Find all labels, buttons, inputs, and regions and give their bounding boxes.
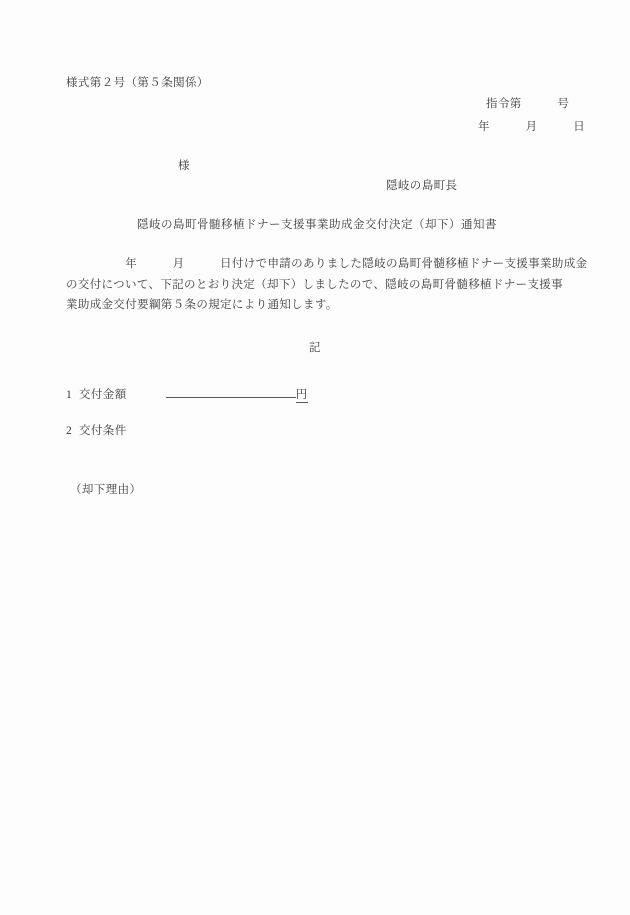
item-label: 交付条件 (79, 425, 127, 437)
rejection-reason-heading: （却下理由） (70, 484, 142, 496)
addressee-honorific: 様 (178, 160, 190, 172)
item-number: 2 (66, 425, 73, 437)
body-line: の交付について、下記のとおり決定（却下）しましたので、隠岐の島町骨髄移植ドナー支援事 (66, 278, 564, 291)
item-label: 交付金額 (79, 389, 127, 401)
grant-amount-field (166, 384, 308, 403)
ki-marker: 記 (309, 342, 321, 354)
document-title: 隠岐の島町骨髄移植ドナー支援事業助成金交付決定（却下）通知書 (137, 219, 497, 231)
item-grant-amount (66, 384, 308, 403)
form-number: 様式第２号（第５条関係） (66, 77, 209, 89)
issuer-name: 隠岐の島町長 (386, 180, 458, 192)
order-number: 指令第 号 (486, 98, 570, 110)
item-grant-conditions (66, 426, 127, 438)
body-line: 業助成金交付要綱第５条の規定により通知します。 (66, 299, 338, 311)
body-paragraph (66, 258, 588, 321)
grant-amount-input[interactable] (166, 384, 296, 398)
issue-date-line: 年 月 日 (478, 121, 586, 133)
item-number: 1 (66, 389, 73, 401)
currency-unit-label: 円 (295, 389, 308, 401)
body-line: 年 月 日付けで申請のありました隠岐の島町骨髄移植ドナー支援事業助成金 (66, 258, 588, 270)
